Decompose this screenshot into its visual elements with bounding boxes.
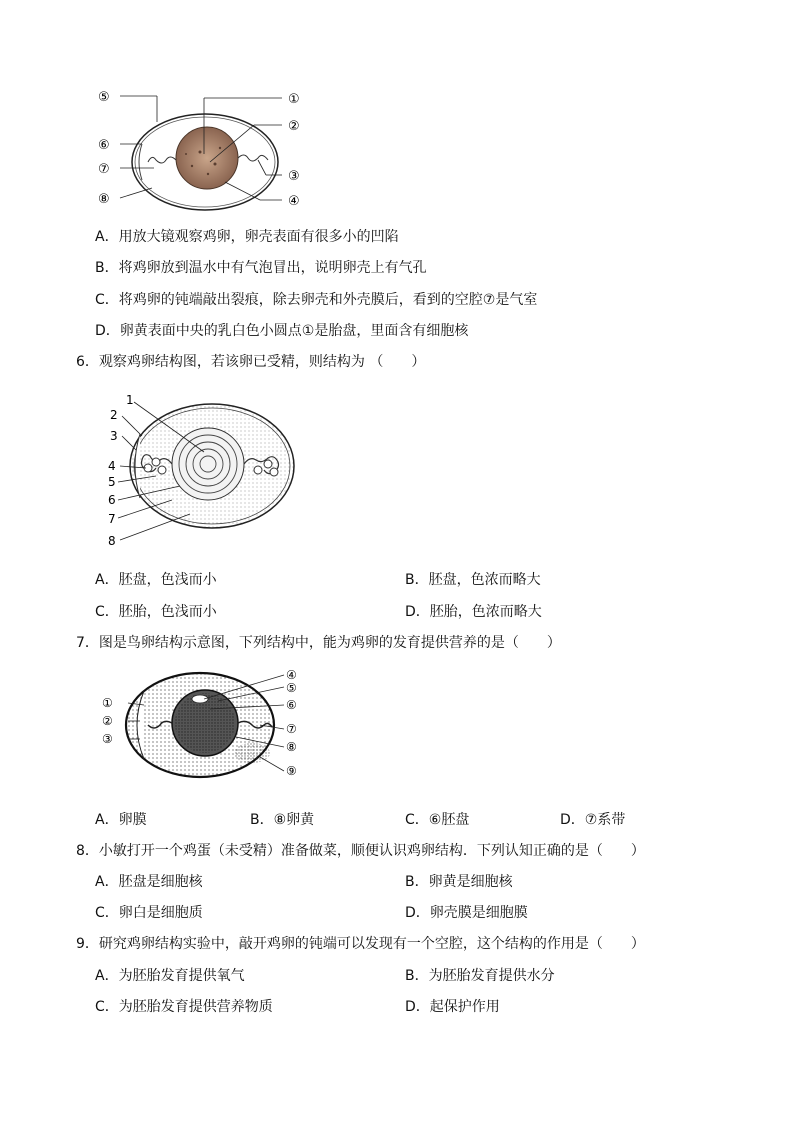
q9-option-c[interactable]: C．为胚胎发育提供营养物质	[95, 999, 273, 1015]
q9-option-b[interactable]: B．为胚胎发育提供水分	[405, 968, 555, 984]
q8-option-a[interactable]: A．胚盘是细胞核	[95, 874, 203, 890]
fig5-label-8: ⑧	[98, 192, 110, 207]
fig5-label-3: ③	[288, 169, 300, 184]
q9-option-d[interactable]: D．起保护作用	[405, 999, 500, 1015]
q5-option-b[interactable]: B．将鸡卵放到温水中有气泡冒出，说明卵壳上有气孔	[95, 260, 427, 276]
q8-option-d[interactable]: D．卵壳膜是细胞膜	[405, 905, 528, 921]
fig5-label-1: ①	[288, 92, 300, 107]
q6-option-b[interactable]: B．胚盘，色浓而略大	[405, 572, 541, 588]
fig7-label-1: ①	[102, 696, 113, 710]
fig7-label-5: ⑤	[286, 681, 297, 695]
q7-option-a[interactable]: A．卵膜	[95, 812, 147, 828]
q6-option-a[interactable]: A．胚盘，色浅而小	[95, 572, 217, 588]
q8-option-c[interactable]: C．卵白是细胞质	[95, 905, 203, 921]
q7-option-c[interactable]: C．⑥胚盘	[405, 812, 470, 828]
fig6-label-7: 7	[108, 512, 116, 526]
fig7-label-4: ④	[286, 668, 297, 682]
fig5-label-5: ⑤	[98, 90, 110, 105]
fig6-label-6: 6	[108, 493, 116, 507]
fig6-label-2: 2	[110, 408, 118, 422]
q7-option-b[interactable]: B．⑧卵黄	[250, 812, 315, 828]
fig7-label-3: ③	[102, 732, 113, 746]
q5-option-c[interactable]: C．将鸡卵的钝端敲出裂痕，除去卵壳和外壳膜后，看到的空腔⑦是气室	[95, 292, 538, 308]
q8-stem: 8．小敏打开一个鸡蛋（未受精）准备做菜，顺便认识鸡卵结构．下列认知正确的是（ ）	[76, 843, 645, 859]
fig6-label-3: 3	[110, 429, 118, 443]
fig5-label-2: ②	[288, 119, 300, 134]
q5-option-d[interactable]: D．卵黄表面中央的乳白色小圆点①是胎盘，里面含有细胞核	[95, 323, 469, 339]
fig7-label-8: ⑧	[286, 740, 297, 754]
fig7-label-2: ②	[102, 714, 113, 728]
q6-option-c[interactable]: C．胚胎，色浅而小	[95, 604, 217, 620]
q8-option-b[interactable]: B．卵黄是细胞核	[405, 874, 513, 890]
q9-stem: 9．研究鸡卵结构实验中，敲开鸡卵的钝端可以发现有一个空腔，这个结构的作用是（ ）	[76, 936, 645, 952]
q7-option-d[interactable]: D．⑦系带	[560, 812, 626, 828]
egg-diagram-q6	[100, 390, 300, 550]
fig6-label-4: 4	[108, 459, 116, 473]
fig6-label-1: 1	[126, 393, 134, 407]
fig5-label-6: ⑥	[98, 138, 110, 153]
egg-diagram-q5	[90, 84, 320, 214]
bird-egg-diagram-q7	[100, 665, 310, 790]
fig7-label-6: ⑥	[286, 698, 297, 712]
q7-stem: 7．图是鸟卵结构示意图，下列结构中，能为鸡卵的发育提供营养的是（ ）	[76, 635, 561, 651]
q5-option-a[interactable]: A．用放大镜观察鸡卵，卵壳表面有很多小的凹陷	[95, 229, 399, 245]
fig5-label-7: ⑦	[98, 162, 110, 177]
fig6-label-5: 5	[108, 475, 116, 489]
fig6-label-8: 8	[108, 534, 116, 548]
q6-stem: 6．观察鸡卵结构图，若该卵已受精，则结构为 （ ）	[76, 354, 426, 370]
fig7-label-7: ⑦	[286, 722, 297, 736]
fig5-label-4: ④	[288, 194, 300, 209]
fig7-label-9: ⑨	[286, 764, 297, 778]
q9-option-a[interactable]: A．为胚胎发育提供氧气	[95, 968, 245, 984]
q6-option-d[interactable]: D．胚胎，色浓而略大	[405, 604, 542, 620]
